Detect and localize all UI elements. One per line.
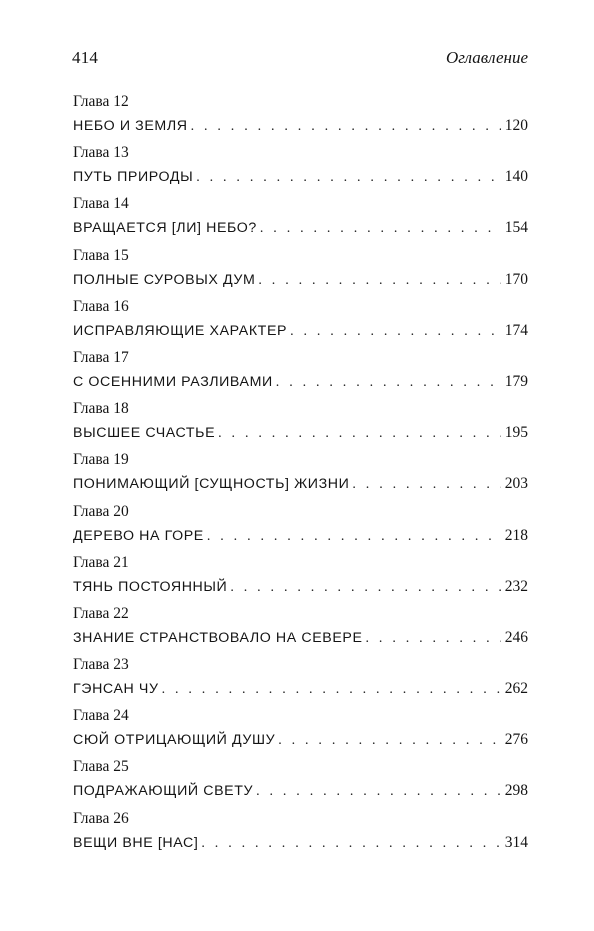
dot-leader bbox=[162, 678, 501, 702]
chapter-label: Глава 23 bbox=[73, 656, 129, 674]
toc-line bbox=[73, 216, 528, 240]
toc-entry bbox=[73, 551, 528, 602]
chapter-label: Глава 17 bbox=[73, 348, 129, 366]
toc-entry bbox=[73, 448, 528, 499]
chapter-page-number: 232 bbox=[504, 577, 528, 595]
chapter-label: Глава 21 bbox=[73, 553, 129, 571]
toc-line bbox=[73, 728, 528, 752]
toc-line bbox=[73, 165, 528, 189]
toc-line bbox=[73, 831, 528, 855]
toc-entry bbox=[73, 192, 528, 243]
toc-line bbox=[73, 677, 528, 701]
chapter-label: Глава 20 bbox=[73, 502, 129, 520]
toc-entry bbox=[73, 244, 528, 295]
toc-line bbox=[73, 268, 528, 292]
chapter-label: Глава 16 bbox=[73, 297, 129, 315]
chapter-page-number: 170 bbox=[504, 270, 528, 288]
chapter-title: ПУТЬ ПРИРОДЫ bbox=[73, 169, 194, 186]
toc-line bbox=[73, 319, 528, 343]
dot-leader bbox=[278, 729, 501, 753]
dot-leader bbox=[201, 832, 500, 856]
toc-entry bbox=[73, 755, 528, 806]
chapter-label: Глава 18 bbox=[73, 400, 129, 418]
chapter-page-number: 154 bbox=[504, 219, 528, 237]
toc-line bbox=[73, 779, 528, 803]
chapter-page-number: 262 bbox=[504, 680, 528, 698]
dot-leader bbox=[258, 269, 500, 293]
toc-line bbox=[73, 524, 528, 548]
chapter-label: Глава 24 bbox=[73, 707, 129, 725]
toc-line bbox=[73, 472, 528, 496]
section-title: Оглавление bbox=[445, 48, 528, 67]
chapter-title: ПОЛНЫЕ СУРОВЫХ ДУМ bbox=[73, 271, 256, 288]
toc-entry bbox=[73, 141, 528, 192]
dot-leader bbox=[191, 115, 501, 139]
chapter-title: ПОНИМАЮЩИЙ [СУЩНОСТЬ] ЖИЗНИ bbox=[73, 476, 350, 493]
chapter-label: Глава 13 bbox=[73, 144, 129, 162]
chapter-title: ТЯНЬ ПОСТОЯННЫЙ bbox=[73, 578, 228, 595]
dot-leader bbox=[207, 525, 501, 549]
chapter-title: НЕБО И ЗЕМЛЯ bbox=[73, 118, 188, 134]
chapter-title: СЮЙ ОТРИЦАЮЩИЙ ДУШУ bbox=[73, 732, 276, 749]
chapter-title: ДЕРЕВО НА ГОРЕ bbox=[73, 527, 204, 544]
running-head bbox=[72, 48, 528, 72]
dot-leader bbox=[218, 422, 501, 446]
toc-line bbox=[73, 421, 528, 445]
toc-entry bbox=[73, 807, 528, 858]
dot-leader bbox=[230, 576, 500, 600]
chapter-label: Глава 15 bbox=[73, 246, 129, 264]
page-number: 414 bbox=[72, 48, 99, 67]
chapter-page-number: 298 bbox=[504, 782, 528, 800]
chapter-label: Глава 12 bbox=[73, 93, 129, 110]
chapter-page-number: 179 bbox=[504, 372, 528, 390]
dot-leader bbox=[256, 780, 501, 804]
toc-line bbox=[73, 575, 528, 599]
table-of-contents bbox=[73, 90, 528, 858]
chapter-page-number: 140 bbox=[504, 168, 528, 186]
chapter-title: ГЭНСАН ЧУ bbox=[73, 681, 159, 698]
chapter-label: Глава 19 bbox=[73, 451, 129, 469]
toc-entry bbox=[73, 602, 528, 653]
toc-entry bbox=[73, 653, 528, 704]
chapter-page-number: 276 bbox=[504, 731, 528, 749]
toc-entry bbox=[73, 346, 528, 397]
chapter-page-number: 218 bbox=[504, 526, 528, 544]
chapter-label: Глава 14 bbox=[73, 195, 129, 213]
toc-entry bbox=[73, 704, 528, 755]
chapter-label: Глава 26 bbox=[73, 809, 129, 827]
chapter-title: ВЕЩИ ВНЕ [НАС] bbox=[73, 834, 199, 851]
dot-leader bbox=[276, 371, 501, 395]
chapter-page-number: 314 bbox=[504, 833, 528, 851]
chapter-title: ВЫСШЕЕ СЧАСТЬЕ bbox=[73, 425, 216, 442]
toc-entry bbox=[73, 90, 528, 141]
chapter-page-number: 203 bbox=[504, 475, 528, 493]
toc-entry bbox=[73, 500, 528, 551]
dot-leader bbox=[366, 627, 501, 651]
chapter-page-number: 246 bbox=[504, 628, 528, 646]
chapter-title: ИСПРАВЛЯЮЩИЕ ХАРАКТЕР bbox=[73, 322, 288, 339]
chapter-page-number: 195 bbox=[504, 424, 528, 442]
chapter-page-number: 120 bbox=[504, 117, 528, 134]
chapter-label: Глава 22 bbox=[73, 604, 129, 622]
chapter-title: С ОСЕННИМИ РАЗЛИВАМИ bbox=[73, 373, 273, 390]
chapter-page-number: 174 bbox=[504, 321, 528, 339]
toc-entry bbox=[73, 295, 528, 346]
toc-line bbox=[73, 626, 528, 650]
toc-line bbox=[73, 370, 528, 394]
toc-entry bbox=[73, 397, 528, 448]
chapter-title: ВРАЩАЕТСЯ [ЛИ] НЕБО? bbox=[73, 220, 257, 237]
dot-leader bbox=[196, 166, 501, 190]
chapter-title: ПОДРАЖАЮЩИЙ СВЕТУ bbox=[73, 783, 254, 800]
toc-line bbox=[73, 114, 528, 138]
dot-leader bbox=[352, 473, 500, 497]
dot-leader bbox=[260, 217, 501, 241]
dot-leader bbox=[290, 320, 501, 344]
chapter-label: Глава 25 bbox=[73, 758, 129, 776]
chapter-title: ЗНАНИЕ СТРАНСТВОВАЛО НА СЕВЕРЕ bbox=[73, 629, 363, 646]
